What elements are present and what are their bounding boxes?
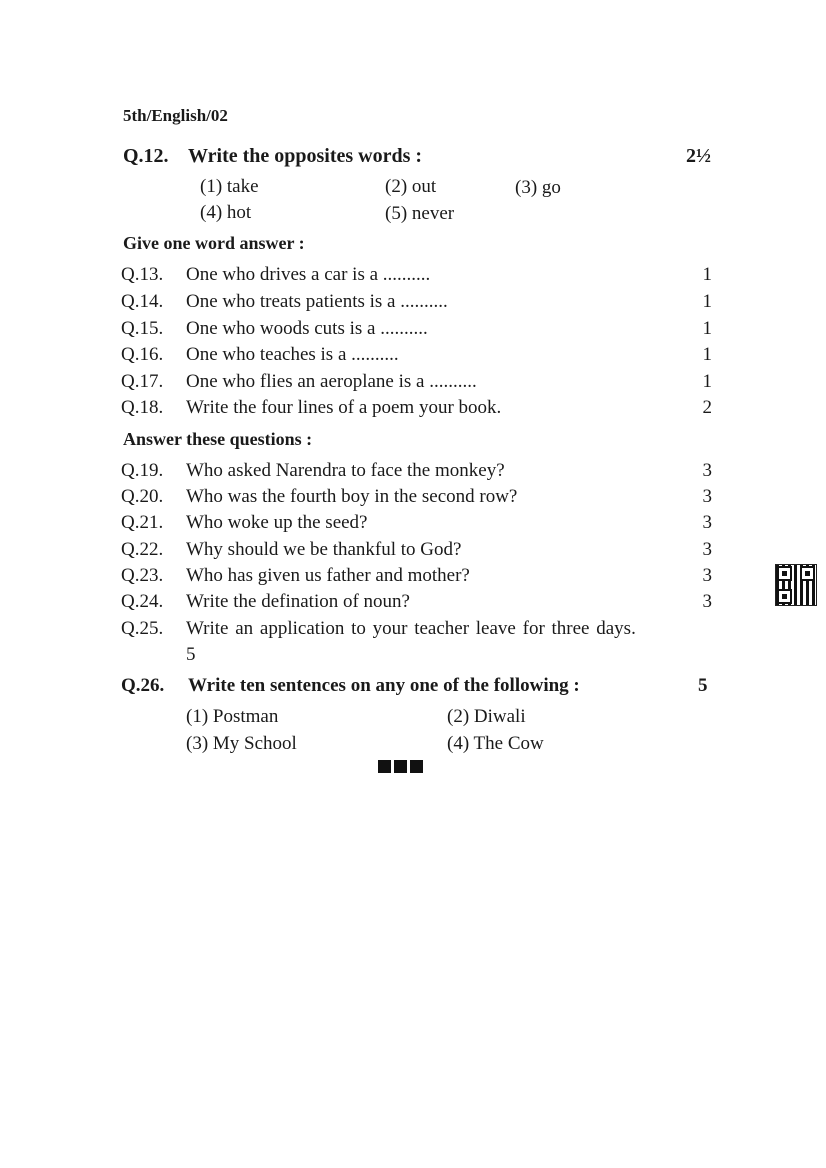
- q12-text: Write the opposites words :: [188, 145, 423, 167]
- q12-option-3: (3) go: [515, 177, 561, 198]
- q16-number: Q.16.: [121, 344, 164, 365]
- end-square-icon: [378, 760, 391, 773]
- q13-number: Q.13.: [121, 264, 164, 285]
- q24-text: Write the defination of noun?: [186, 591, 410, 612]
- q15-text: One who woods cuts is a ..........: [186, 318, 428, 339]
- end-of-paper-marker: [378, 760, 423, 773]
- q20-number: Q.20.: [121, 486, 164, 507]
- q22-number: Q.22.: [121, 539, 164, 560]
- q14-text: One who treats patients is a ..........: [186, 291, 448, 312]
- q26-text: Write ten sentences on any one of the following :: [188, 675, 580, 696]
- q22-text: Why should we be thankful to God?: [186, 539, 462, 560]
- q18-text: Write the four lines of a poem your book.: [186, 397, 502, 418]
- q20-text: Who was the fourth boy in the second row?: [186, 486, 518, 507]
- q14-marks: 1: [702, 291, 712, 312]
- q23-marks: 3: [702, 565, 712, 586]
- q26-marks: 5: [698, 675, 708, 696]
- q12-option-4: (4) hot: [200, 202, 252, 223]
- q21-number: Q.21.: [121, 512, 164, 533]
- q18-marks: 2: [702, 397, 712, 418]
- q26-number: Q.26.: [121, 675, 165, 696]
- end-square-icon: [410, 760, 423, 773]
- q25-marks: 5: [186, 644, 196, 665]
- q12-marks: 2½: [686, 145, 711, 167]
- q23-number: Q.23.: [121, 565, 164, 586]
- q19-number: Q.19.: [121, 460, 164, 481]
- q15-number: Q.15.: [121, 318, 164, 339]
- qr-code-icon: [776, 565, 816, 605]
- q24-marks: 3: [702, 591, 712, 612]
- q26-option-4: (4) The Cow: [447, 733, 544, 754]
- q19-marks: 3: [702, 460, 712, 481]
- q24-number: Q.24.: [121, 591, 164, 612]
- paper-code: 5th/English/02: [123, 106, 228, 125]
- q12-option-1: (1) take: [200, 176, 259, 197]
- section-answer-heading: Answer these questions :: [123, 429, 313, 449]
- q12-option-2: (2) out: [385, 176, 437, 197]
- q15-marks: 1: [702, 318, 712, 339]
- q23-text: Who has given us father and mother?: [186, 565, 470, 586]
- q12-number: Q.12.: [123, 145, 169, 167]
- q20-marks: 3: [702, 486, 712, 507]
- q14-number: Q.14.: [121, 291, 164, 312]
- q12-option-5: (5) never: [385, 203, 455, 224]
- q13-marks: 1: [702, 264, 712, 285]
- q17-text: One who flies an aeroplane is a ..........: [186, 371, 477, 392]
- q18-number: Q.18.: [121, 397, 164, 418]
- end-square-icon: [394, 760, 407, 773]
- q25-text: Write an application to your teacher leave for three days.: [186, 618, 636, 639]
- q21-marks: 3: [702, 512, 712, 533]
- q22-marks: 3: [702, 539, 712, 560]
- q26-option-1: (1) Postman: [186, 706, 279, 727]
- q26-option-3: (3) My School: [186, 733, 297, 754]
- q25-number: Q.25.: [121, 618, 164, 639]
- q13-text: One who drives a car is a ..........: [186, 264, 431, 285]
- q19-text: Who asked Narendra to face the monkey?: [186, 460, 505, 481]
- q16-marks: 1: [702, 344, 712, 365]
- q21-text: Who woke up the seed?: [186, 512, 368, 533]
- q26-option-2: (2) Diwali: [447, 706, 526, 727]
- q17-marks: 1: [702, 371, 712, 392]
- q17-number: Q.17.: [121, 371, 164, 392]
- q16-text: One who teaches is a ..........: [186, 344, 399, 365]
- section-one-word-heading: Give one word answer :: [123, 233, 305, 253]
